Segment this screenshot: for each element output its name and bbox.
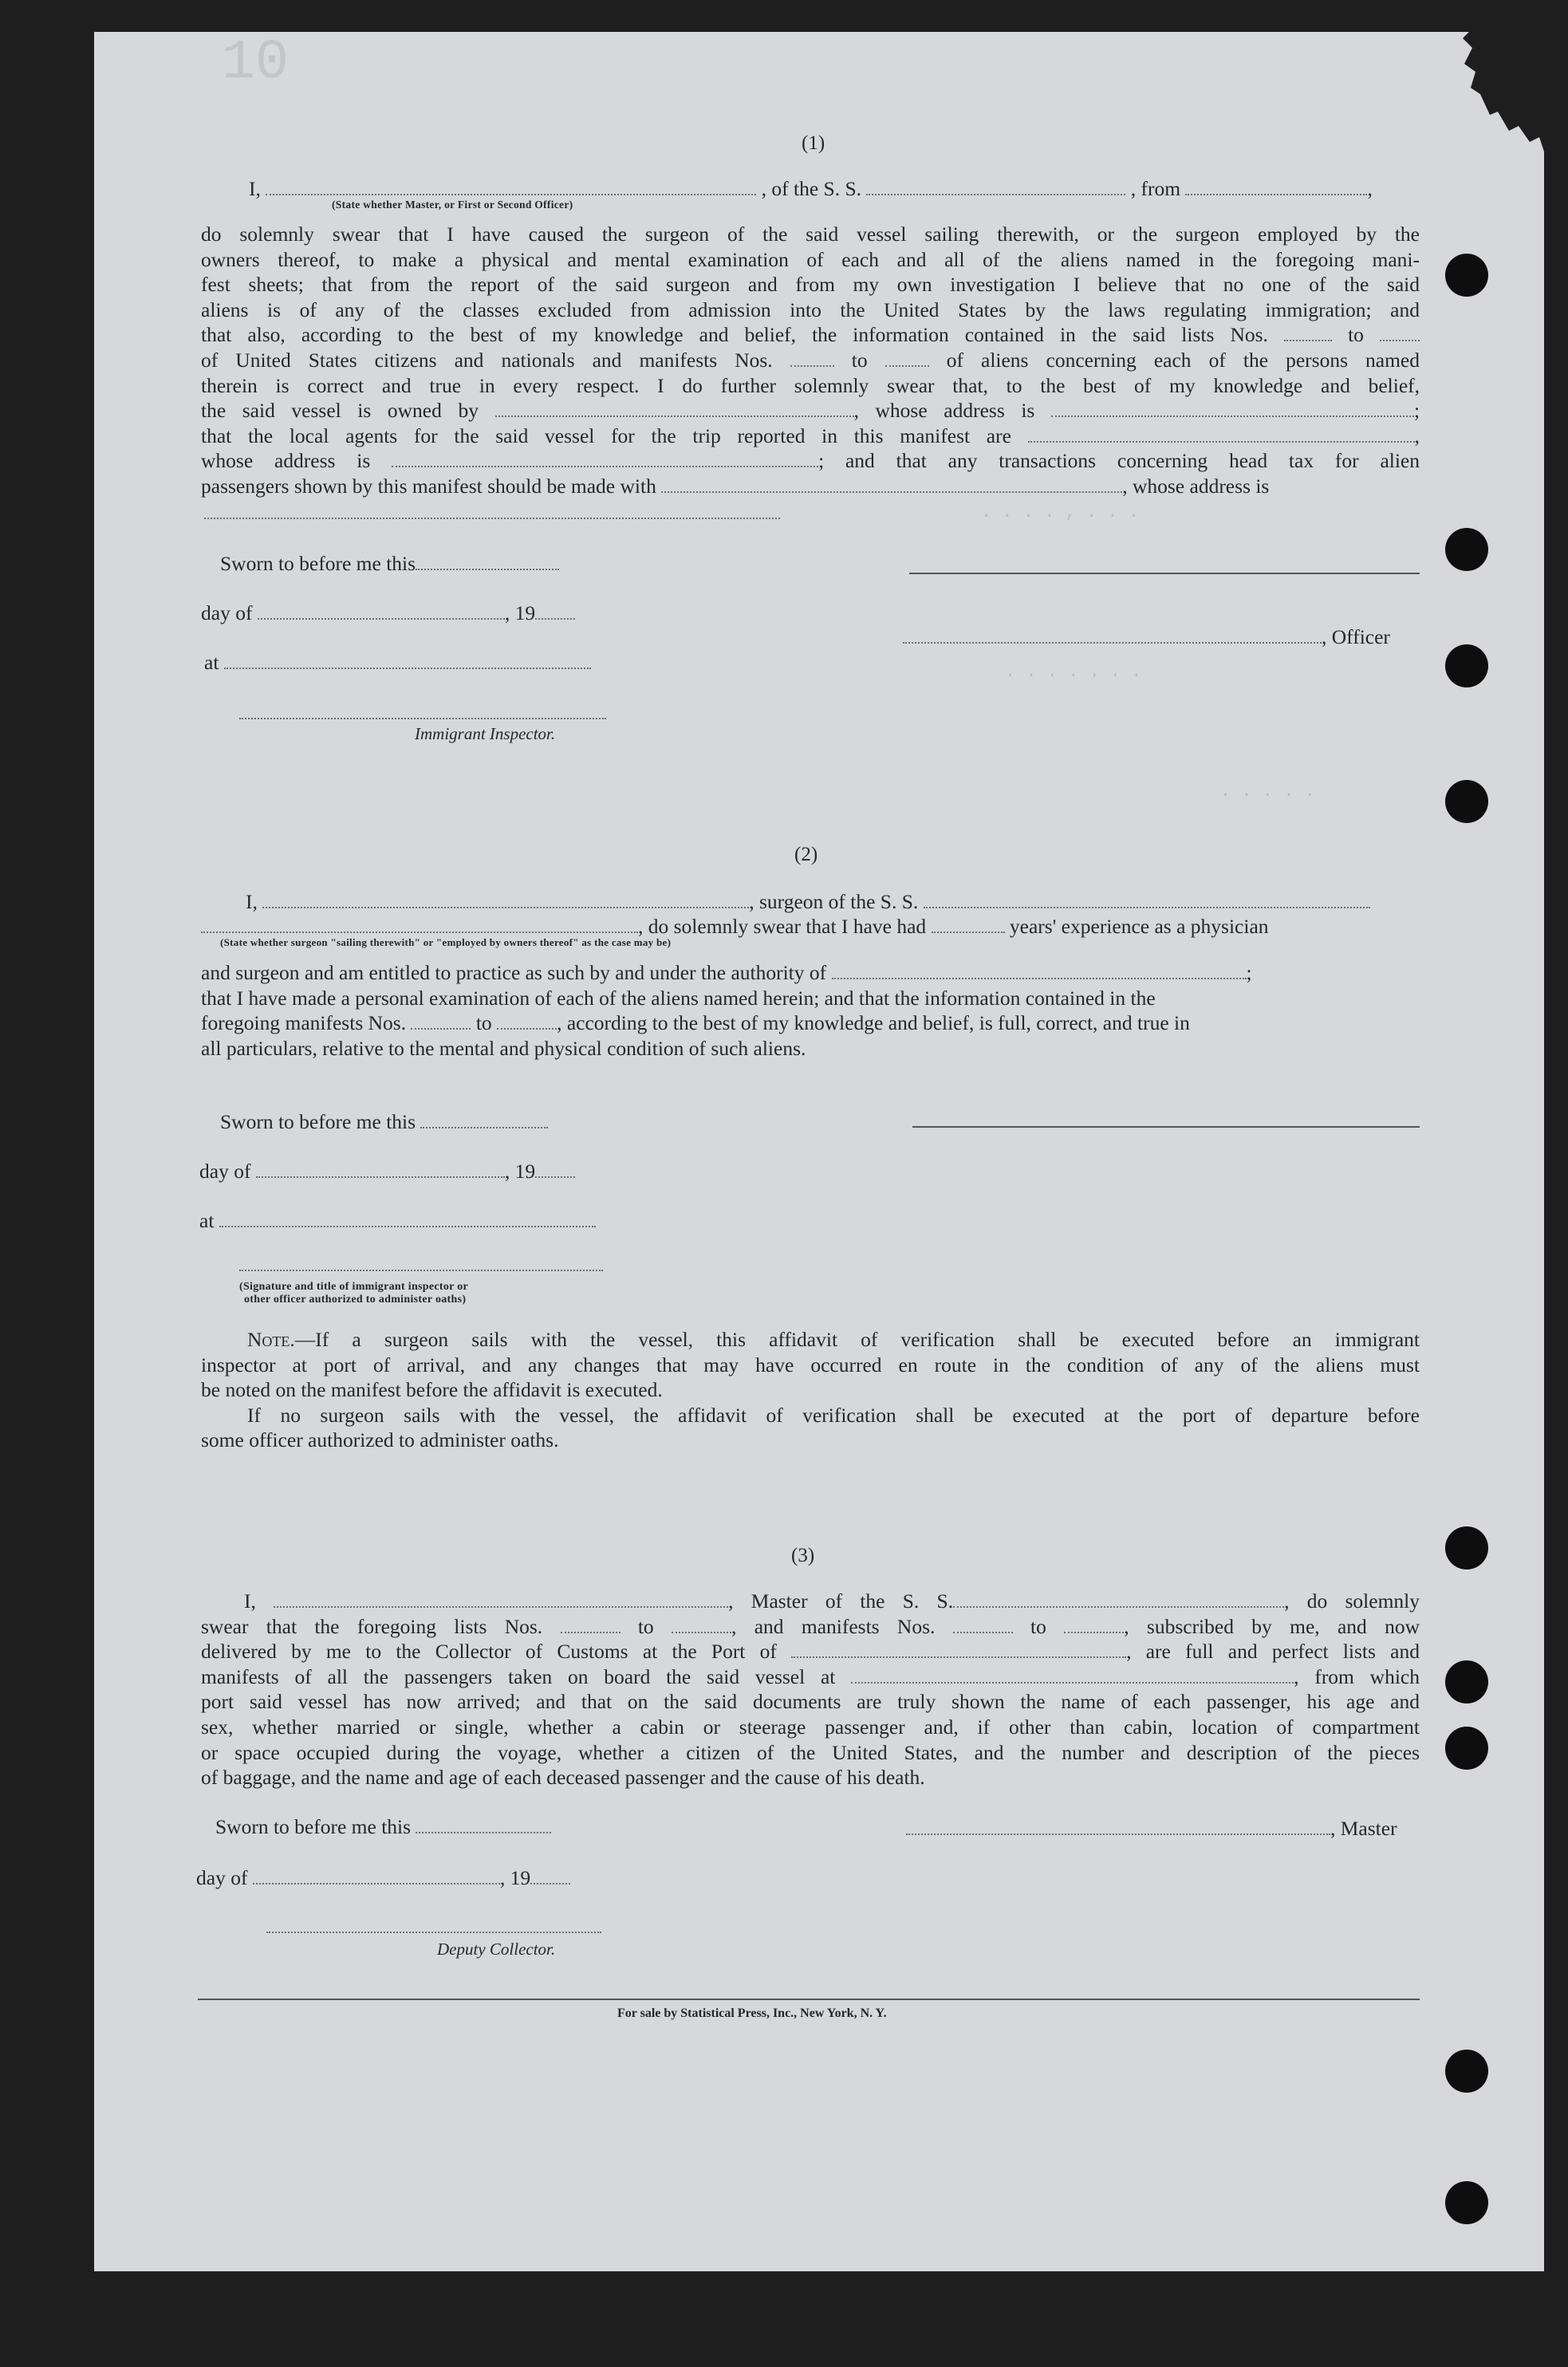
s2-sworn: Sworn to before me this — [220, 1110, 548, 1134]
note-block: Note.—If a surgeon sails with the vessel, this affidavit of verification shall be executed before an immigrant inspector at port of arrival, and any changes that may have occurred en route in the condition of any of the aliens must be noted on the manifest before the affidavit is executed. If no surgeon sails with the vessel, the affidavit of verification shall be executed at the port of departure before some officer authorized to administer oaths. — [201, 1328, 1420, 1452]
section-3-number: (3) — [791, 1545, 815, 1566]
boarding-port-field[interactable] — [851, 1668, 1294, 1684]
s2-year-field[interactable] — [535, 1162, 575, 1178]
s2-at-field[interactable] — [219, 1211, 596, 1227]
s3-dayof: day of , 19 — [196, 1866, 570, 1890]
inspector-signature-line[interactable] — [239, 716, 606, 719]
s3-manifest-to-field[interactable] — [1064, 1617, 1124, 1633]
faint-page-number: 10 — [222, 32, 290, 95]
customs-port-field[interactable] — [791, 1642, 1126, 1658]
s2-paragraph: and surgeon and am entitled to practice as such by and under the authority of ; that I have made a personal examination of each of the aliens named herein; and that the information contained in the foregoing manifests Nos. to , according to the best of my knowledge and belief, is full, correct, and true in all particulars, relative to the mental and physical condition of such aliens. — [201, 961, 1252, 1060]
punch-hole — [1445, 1660, 1488, 1703]
s2-vessel-field[interactable] — [924, 892, 1370, 908]
section-1-number: (1) — [802, 132, 825, 154]
s3-list-from-field[interactable] — [561, 1617, 621, 1633]
s3-sworn-date-field[interactable] — [416, 1818, 551, 1833]
s3-year-field[interactable] — [530, 1869, 570, 1885]
manifest-no-from-field[interactable] — [790, 351, 834, 367]
s2-caption: (State whether surgeon "sailing therewith" or "employed by owners thereof" as the case may be) — [220, 936, 672, 948]
punch-hole — [1445, 2181, 1488, 2224]
s2-sig-caption-1: (Signature and title of immigrant inspector or — [239, 1281, 469, 1293]
s3-manifest-from-field[interactable] — [953, 1617, 1013, 1633]
manifest-no-to-field[interactable] — [885, 351, 929, 367]
officer-signature-line-top[interactable] — [909, 573, 1420, 574]
years-experience-field[interactable] — [932, 917, 1005, 933]
s1-body — [201, 222, 1420, 499]
punch-hole — [1445, 2050, 1488, 2093]
s3-vessel-field[interactable] — [953, 1592, 1284, 1608]
punch-hole — [1445, 1727, 1488, 1770]
punch-hole — [1445, 1526, 1488, 1569]
head-tax-contact-field[interactable] — [661, 477, 1122, 493]
vessel-name-field[interactable] — [866, 179, 1125, 195]
section-2-number: (2) — [794, 844, 818, 865]
punch-hole — [1445, 528, 1488, 571]
s2-at: at — [199, 1209, 596, 1233]
s1-dayof: day of , 19 — [201, 601, 575, 625]
s1-sworn: Sworn to before me this — [220, 552, 559, 576]
s1-at: at — [204, 651, 591, 675]
s2-sig-caption-2: other officer authorized to administer oaths) — [244, 1294, 467, 1306]
s2-day-field[interactable] — [256, 1162, 505, 1178]
list-no-from-field[interactable] — [1284, 325, 1332, 341]
s2-manifest-to-field[interactable] — [497, 1014, 557, 1030]
year-field[interactable] — [535, 604, 575, 620]
s2-sworn-date-field[interactable] — [420, 1113, 548, 1128]
authority-field[interactable] — [832, 963, 1247, 979]
collector-signature-line[interactable] — [266, 1930, 601, 1933]
s2-line1: I, , surgeon of the S. S. — [246, 890, 1370, 914]
footer-rule — [198, 1999, 1420, 2000]
at-place-field[interactable] — [224, 653, 591, 669]
deputy-collector-label: Deputy Collector. — [437, 1940, 556, 1959]
surgeon-name-field[interactable] — [262, 892, 749, 908]
s2-line2: , do solemnly swear that I have had years' experience as a physician — [201, 915, 1269, 939]
s1-caption: (State whether Master, or First or Second Officer) — [332, 199, 573, 211]
master-signature-field[interactable] — [906, 1819, 1330, 1835]
footer-imprint: For sale by Statistical Press, Inc., New York, N. Y. — [617, 2007, 887, 2020]
list-no-to-field[interactable] — [1380, 325, 1420, 341]
agents-address-field[interactable] — [392, 451, 818, 467]
surgeon-status-field[interactable] — [201, 917, 638, 933]
surgeon-signature-line[interactable] — [912, 1126, 1420, 1128]
s2-body — [201, 960, 1420, 1061]
punch-hole — [1445, 780, 1488, 823]
s1-paragraph: do solemnly swear that I have caused the surgeon of the said vessel sailing therewith, or the surgeon employed by the owners thereof, to make a physical and mental examination of each and all of the aliens named in the foregoing mani- fest sheets; that from the report of the said surgeon and from my own investigation I believe that no one of the said aliens is of any of the classes excluded from admission into the United States by the laws regulating immigration; and that also, according to the best of my knowledge and belief, the information contained in the said lists Nos. to of United States citizens and nationals and manifests Nos. to of aliens concerning each of the persons named therein is correct and true in every respect. I do further solemnly swear that, to the best of my knowledge and belief, the said vessel is owned by , whose address is ; that the local agents for the said vessel for the trip reported in this manifest are , whose address is ; and that any transactions concerning head tax for alien passengers shown by this manifest should be made with , whose address is — [201, 223, 1420, 498]
immigrant-inspector-label: Immigrant Inspector. — [415, 724, 556, 743]
s3-sworn: Sworn to before me this — [215, 1815, 551, 1839]
owner-address-field[interactable] — [1051, 401, 1414, 417]
head-tax-address-field[interactable] — [204, 516, 780, 519]
s2-officer-signature-line[interactable] — [239, 1268, 603, 1271]
master-name-field[interactable] — [274, 1592, 728, 1608]
punch-hole — [1445, 644, 1488, 687]
officer-title-field[interactable] — [266, 179, 756, 195]
punch-hole — [1445, 254, 1488, 297]
s2-dayof: day of , 19 — [199, 1160, 575, 1184]
s1-officer: , Officer — [903, 625, 1390, 649]
day-of-field[interactable] — [258, 604, 505, 620]
torn-corner — [1440, 32, 1544, 152]
s3-master: , Master — [906, 1817, 1397, 1841]
owner-field[interactable] — [495, 401, 854, 417]
s3-list-to-field[interactable] — [672, 1617, 731, 1633]
s3-day-field[interactable] — [253, 1869, 500, 1885]
from-port-field[interactable] — [1185, 179, 1367, 195]
s2-manifest-from-field[interactable] — [411, 1014, 471, 1030]
s3-body: I, , Master of the S. S. , do solemnly swear that the foregoing lists Nos. to , and manifests Nos. to , subscribed by me, and now delivered by me to the Collector of Customs at the Port of , are full and perfect lists and manifests of all the passengers taken on board the said vessel at , from which port said vessel has now arrived; and that on the said documents are truly shown the name of each passenger, his age and sex, whether married or single, whether a cabin or steerage passenger and, if other than cabin, location of compartment or space occupied during the voyage, whether a citizen of the United States, and the number and description of the pieces of baggage, and the name and age of each deceased passenger and the cause of his death. — [201, 1589, 1420, 1790]
sworn-date-field[interactable] — [416, 554, 559, 570]
s1-oath-line: I, , of the S. S. , from , — [249, 177, 1373, 200]
local-agents-field[interactable] — [1028, 427, 1415, 443]
officer-signature-field[interactable] — [903, 628, 1322, 644]
